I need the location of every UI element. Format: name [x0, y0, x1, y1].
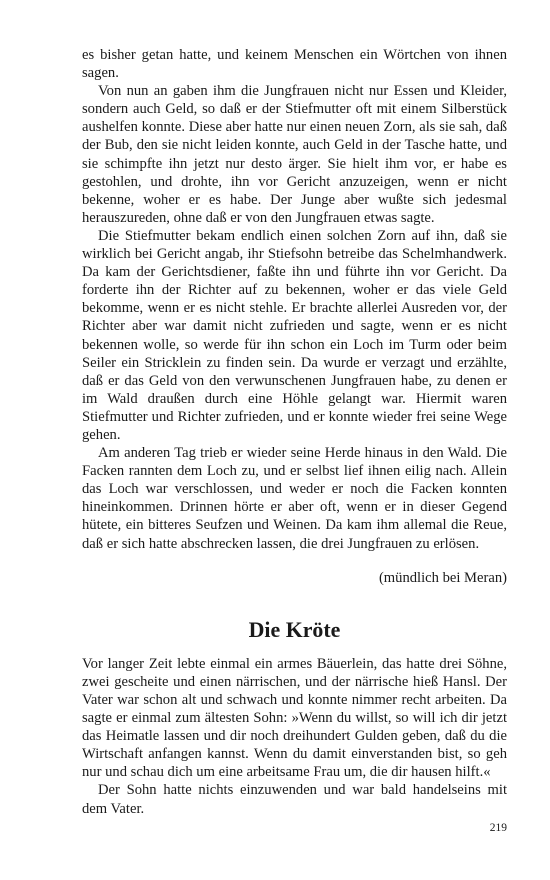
paragraph: Am anderen Tag trieb er wieder seine Herde hinaus in den Wald. Die Facken rannten dem Loch zu, und er selbst lief ihnen eilig nach. Allein das Loch war verschlossen, und weder er noch die Facken konnten hineinkommen. Drinnen hörte er aber oft, wenn er in dieser Gegend hütete, ein bitteres Seufzen und Weinen. Da kam ihm allemal die Reue, daß er sich hatte abschrecken lassen, die drei Jungfrauen zu erlösen. [82, 445, 507, 552]
paragraph-continued: es bisher getan hatte, und keinem Menschen ein Wörtchen von ihnen sagen. [82, 47, 507, 82]
paragraph: Die Stiefmutter bekam endlich einen solchen Zorn auf ihn, daß sie wirklich bei Gericht angab, ihr Stiefsohn betreibe das Schelmhandwerk. Da kam der Gerichtsdiener, faßte ihn und führte ihn vor Gericht. Da forderte ihn der Richter auf zu bekennen, woher er das viele Geld bekomme, wenn er es nicht stehle. Er brachte allerlei Ausreden vor, der Richter aber war damit nicht zufrieden und sagte, wenn er es nicht bekennen wolle, so werde für ihn schon ein Loch im Turm oder beim Seiler ein Stricklein zu finden sein. Da wurde er verzagt und erzählte, daß er das Geld von den verwunschenen Jungfrauen habe, zu denen er im Wald draußen durch eine Höhle gelangt war. Hiermit waren Stiefmutter und Richter zufrieden, und er konnte wieder frei seine Wege gehen. [82, 227, 507, 443]
source-attribution: (mündlich bei Meran) [378, 569, 507, 586]
story-title: Die Kröte [248, 616, 341, 642]
book-page-text [82, 46, 507, 818]
paragraph: Von nun an gaben ihm die Jungfrauen nicht nur Essen und Kleider, sondern auch Geld, so daß er der Stiefmutter oft mit einem Silberstück aushelfen konnte. Diese aber hatte nur einen neuen Zorn, als sie sah, daß der Bub, den sie nicht leiden konnte, auch Geld in der Tasche hatte, und sie schimpfte ihn jetzt nur desto ärger. Sie hielt ihm vor, er habe es gestohlen, und drohte, ihn vor Gericht anzuzeigen, wenn er nicht bekenne, woher er es habe. Der Junge aber wußte sich jedesmal herauszureden, ohne daß er von den Jungfrauen etwas sagte. [82, 83, 507, 226]
page-number: 219 [489, 822, 507, 834]
paragraph: Der Sohn hatte nichts einzuwenden und war bald handelseins mit dem Vater. [82, 782, 507, 817]
paragraph-first: Vor langer Zeit lebte einmal ein armes Bäuerlein, das hatte drei Söhne, zwei gescheite und einen närrischen, und der närrische hieß Hansl. Der Vater war schon alt und schwach und konnte nimmer recht arbeiten. Da sagte er einmal zum ältesten Sohn: »Wenn du willst, so will ich dir jetzt das Heimatle lassen und dir noch dreihundert Gulden geben, daß du die Wirtschaft anfangen kannst. Wenn du damit einverstanden bist, so geh nur und schau dich um eine arbeitsame Frau um, die dir hausen hilft.« [82, 655, 507, 781]
